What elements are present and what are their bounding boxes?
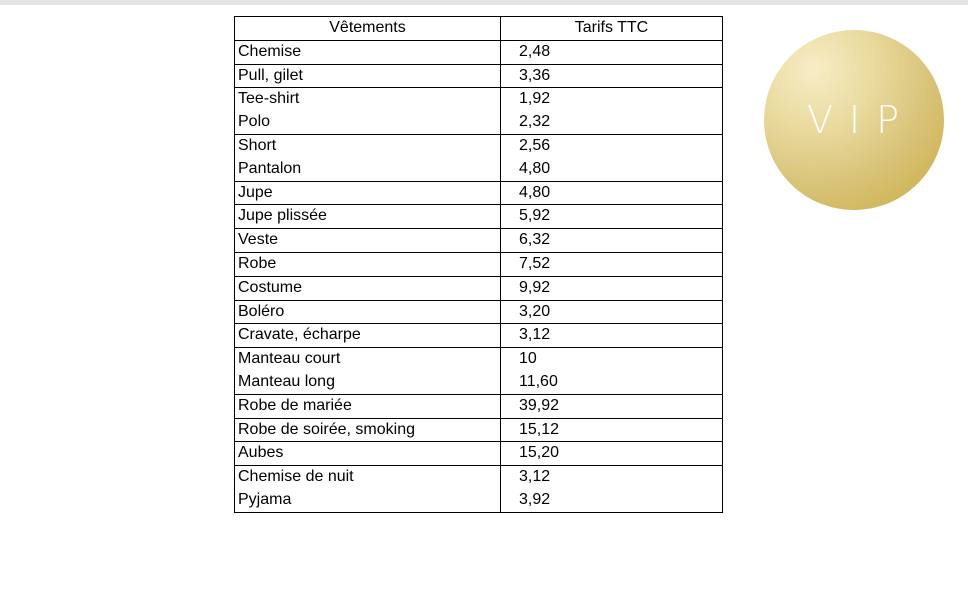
price-cell: 3,20 (501, 300, 723, 324)
item-cell: Aubes (235, 442, 501, 466)
table-row (235, 158, 723, 181)
vip-label: VIP (806, 98, 916, 142)
table-row (235, 442, 723, 466)
table-row (235, 205, 723, 229)
price-cell: 4,80 (501, 158, 723, 181)
item-cell: Robe de soirée, smoking (235, 418, 501, 442)
price-cell: 4,80 (501, 181, 723, 205)
price-cell: 6,32 (501, 229, 723, 253)
table-row (235, 371, 723, 394)
price-cell: 10 (501, 348, 723, 371)
item-cell: Tee-shirt (235, 88, 501, 111)
item-cell: Manteau long (235, 371, 501, 394)
price-cell: 3,36 (501, 64, 723, 88)
price-cell: 5,92 (501, 205, 723, 229)
item-cell: Pantalon (235, 158, 501, 181)
price-cell: 2,32 (501, 111, 723, 134)
price-cell: 1,92 (501, 88, 723, 111)
price-cell: 2,56 (501, 134, 723, 157)
price-cell: 7,52 (501, 252, 723, 276)
item-cell: Boléro (235, 300, 501, 324)
price-cell: 15,12 (501, 418, 723, 442)
item-cell: Jupe plissée (235, 205, 501, 229)
table-row (235, 466, 723, 489)
item-cell: Chemise de nuit (235, 466, 501, 489)
table-row (235, 489, 723, 512)
item-cell: Costume (235, 276, 501, 300)
table-row (235, 348, 723, 371)
top-divider (0, 0, 968, 5)
item-cell: Chemise (235, 40, 501, 64)
item-cell: Cravate, écharpe (235, 324, 501, 348)
table-row (235, 111, 723, 134)
price-cell: 3,92 (501, 489, 723, 512)
table-row (235, 418, 723, 442)
price-cell: 15,20 (501, 442, 723, 466)
table-row (235, 181, 723, 205)
column-header-price: Tarifs TTC (501, 17, 723, 41)
table-row (235, 134, 723, 157)
item-cell: Pull, gilet (235, 64, 501, 88)
price-cell: 11,60 (501, 371, 723, 394)
table-row (235, 394, 723, 418)
table-header-row (235, 17, 723, 41)
item-cell: Pyjama (235, 489, 501, 512)
column-header-item: Vêtements (235, 17, 501, 41)
price-cell: 39,92 (501, 394, 723, 418)
item-cell: Robe de mariée (235, 394, 501, 418)
table-row (235, 40, 723, 64)
price-cell: 3,12 (501, 324, 723, 348)
item-cell: Robe (235, 252, 501, 276)
vip-badge (764, 30, 944, 210)
item-cell: Polo (235, 111, 501, 134)
price-cell: 3,12 (501, 466, 723, 489)
price-table (234, 16, 723, 513)
table-row (235, 229, 723, 253)
price-cell: 2,48 (501, 40, 723, 64)
table-row (235, 276, 723, 300)
item-cell: Short (235, 134, 501, 157)
table-row (235, 88, 723, 111)
table-row (235, 64, 723, 88)
table-row (235, 324, 723, 348)
item-cell: Veste (235, 229, 501, 253)
table-row (235, 252, 723, 276)
item-cell: Manteau court (235, 348, 501, 371)
price-cell: 9,92 (501, 276, 723, 300)
item-cell: Jupe (235, 181, 501, 205)
table-row (235, 300, 723, 324)
